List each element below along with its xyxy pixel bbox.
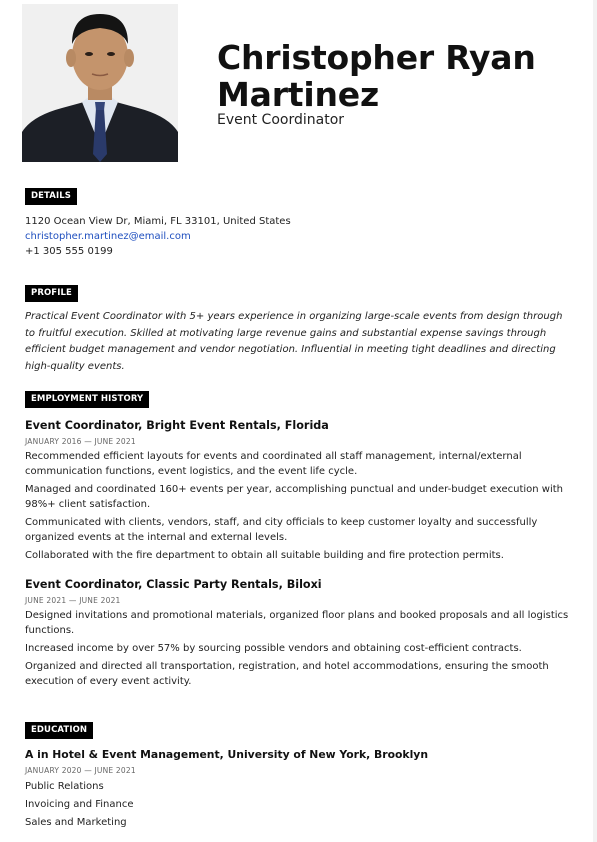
job-bullet: Designed invitations and promotional materials, organized floor plans and booked proposals and all logistics functions. <box>25 610 569 636</box>
education-dates: JANUARY 2020 — JUNE 2021 <box>25 766 136 775</box>
job-dates: JANUARY 2016 — JUNE 2021 <box>25 437 136 446</box>
job-bullet: Collaborated with the fire department to obtain all suitable building and fire protection permits. <box>25 550 504 561</box>
job-bullet: Increased income by over 57% by sourcing possible vendors and obtaining cost-efficient contracts. <box>25 643 522 654</box>
education-item: Public Relations <box>25 781 104 792</box>
profile-section-label: PROFILE <box>25 285 78 302</box>
phone: +1 305 555 0199 <box>25 246 113 257</box>
education-heading: A in Hotel & Event Management, University of New York, Brooklyn <box>25 748 429 761</box>
job-bullet: Recommended efficient layouts for events and coordinated all staff management, internal/external communication functions, event logistics, and the event life cycle. <box>25 451 522 477</box>
job-bullet: Organized and directed all transportation, registration, and hotel accommodations, ensuring the smooth execution of every event activity. <box>25 661 549 687</box>
address: 1120 Ocean View Dr, Miami, FL 33101, United States <box>25 216 291 227</box>
details-section-label: DETAILS <box>25 188 77 205</box>
job-heading: Event Coordinator, Bright Event Rentals, Florida <box>25 419 329 432</box>
profile-photo <box>22 4 178 162</box>
candidate-name: Christopher Ryan Martinez <box>217 38 536 114</box>
employment-section-label: EMPLOYMENT HISTORY <box>25 391 149 408</box>
job-bullet: Managed and coordinated 160+ events per year, accomplishing punctual and under-budget execution with 98%+ client satisfaction. <box>25 484 564 510</box>
education-item: Sales and Marketing <box>25 817 127 828</box>
education-item: Invoicing and Finance <box>25 799 134 810</box>
job-bullet: Communicated with clients, vendors, staff, and city officials to keep customer loyalty and successfully organized events at the internal and external levels. <box>25 517 538 543</box>
page-edge <box>593 0 597 842</box>
job-heading: Event Coordinator, Classic Party Rentals, Biloxi <box>25 578 322 591</box>
job-dates: JUNE 2021 — JUNE 2021 <box>25 596 121 605</box>
profile-summary: Practical Event Coordinator with 5+ years experience in organizing large-scale events from design through to fruitful execution. Skilled at motivating large revenue gains and substantial expense savings through efficient budget management and vendor negotiation. Influential in meeting tight deadlines and directing high-quality events. <box>25 311 563 372</box>
education-section-label: EDUCATION <box>25 722 93 739</box>
candidate-title: Event Coordinator <box>217 112 345 128</box>
email-link[interactable]: christopher.martinez@email.com <box>25 231 191 242</box>
